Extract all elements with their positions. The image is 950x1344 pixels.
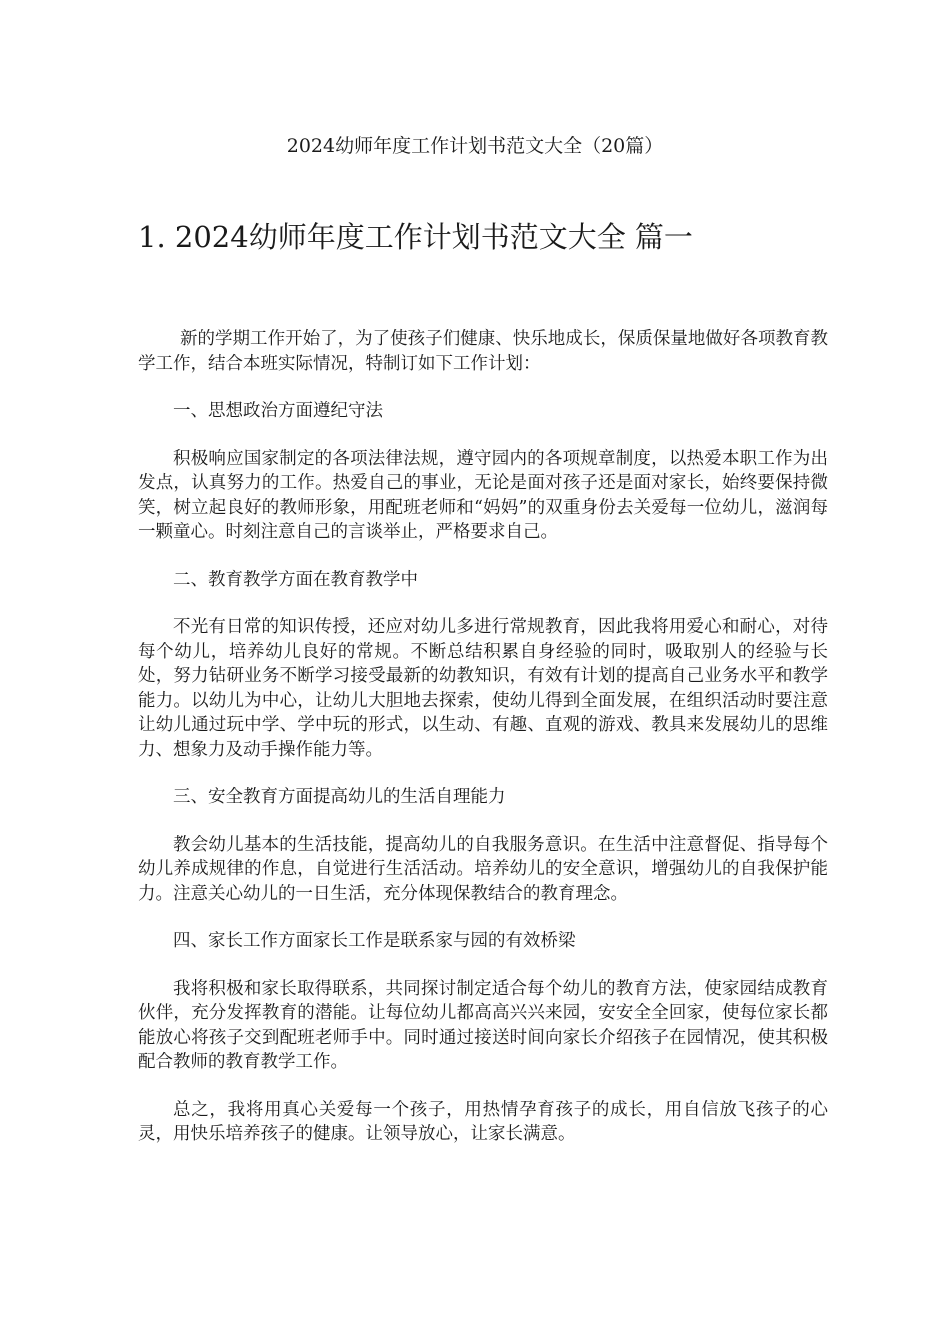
section-heading-1: 一、思想政治方面遵纪守法: [173, 401, 383, 421]
intro-paragraph: 新的学期工作开始了，为了使孩子们健康、快乐地成长，保质保量地做好各项教育教学工作，结合本班实际情况，特制订如下工作计划：: [138, 329, 828, 374]
section-body-3: 教会幼儿基本的生活技能，提高幼儿的自我服务意识。在生活中注意督促、指导每个幼儿养成规律的作息，自觉进行生活活动。培养幼儿的安全意识，增强幼儿的自我保护能力。注意关心幼儿的一日生活，充分体现保教结合的教育理念。: [138, 834, 828, 904]
section-heading-2: 二、教育教学方面在教育教学中: [173, 569, 418, 590]
document-title: 2024幼师年度工作计划书范文大全（20篇）: [286, 135, 664, 157]
section-heading-4: 四、家长工作方面家长工作是联系家与园的有效桥梁: [173, 931, 576, 951]
section-body-2: 不光有日常的知识传授，还应对幼儿多进行常规教育，因此我将用爱心和耐心，对待每个幼儿，培养幼儿良好的常规。不断总结积累自身经验的同时，吸取别人的经验与长处，努力钻研业务不断学习接受最新的幼教知识，有效有计划的提高自己业务水平和教学能力。以幼儿为中心，让幼儿大胆地去探索，使幼儿得到全面发展，在组织活动时要注意让幼儿通过玩中学、学中玩的形式，以生动、有趣、直观的游戏、教具来发展幼儿的思维力、想象力及动手操作能力等。: [138, 617, 828, 760]
section-body-4: 我将积极和家长取得联系，共同探讨制定适合每个幼儿的教育方法，使家园结成教育伙伴，充分发挥教育的潜能。让每位幼儿都高高兴兴来园，安安全全回家，使每位家长都能放心将孩子交到配班老师手中。同时通过接送时间向家长介绍孩子在园情况，使其积极配合教师的教育教学工作。: [138, 978, 828, 1072]
conclusion-paragraph: 总之，我将用真心关爱每一个孩子，用热情孕育孩子的成长，用自信放飞孩子的心灵，用快乐培养孩子的健康。让领导放心，让家长满意。: [138, 1099, 828, 1144]
chapter-heading: 1. 2024幼师年度工作计划书范文大全 篇一: [138, 220, 693, 254]
document-body: [138, 327, 828, 1147]
section-body-1: 积极响应国家制定的各项法律法规，遵守园内的各项规章制度，以热爱本职工作为出发点，认真努力的工作。热爱自己的事业，无论是面对孩子还是面对家长，始终要保持微笑，树立起良好的教师形象，用配班老师和“妈妈”的双重身份去关爱每一位幼儿，滋润每一颗童心。时刻注意自己的言谈举止，严格要求自己。: [138, 448, 828, 542]
section-heading-3: 三、安全教育方面提高幼儿的生活自理能力: [173, 787, 506, 807]
